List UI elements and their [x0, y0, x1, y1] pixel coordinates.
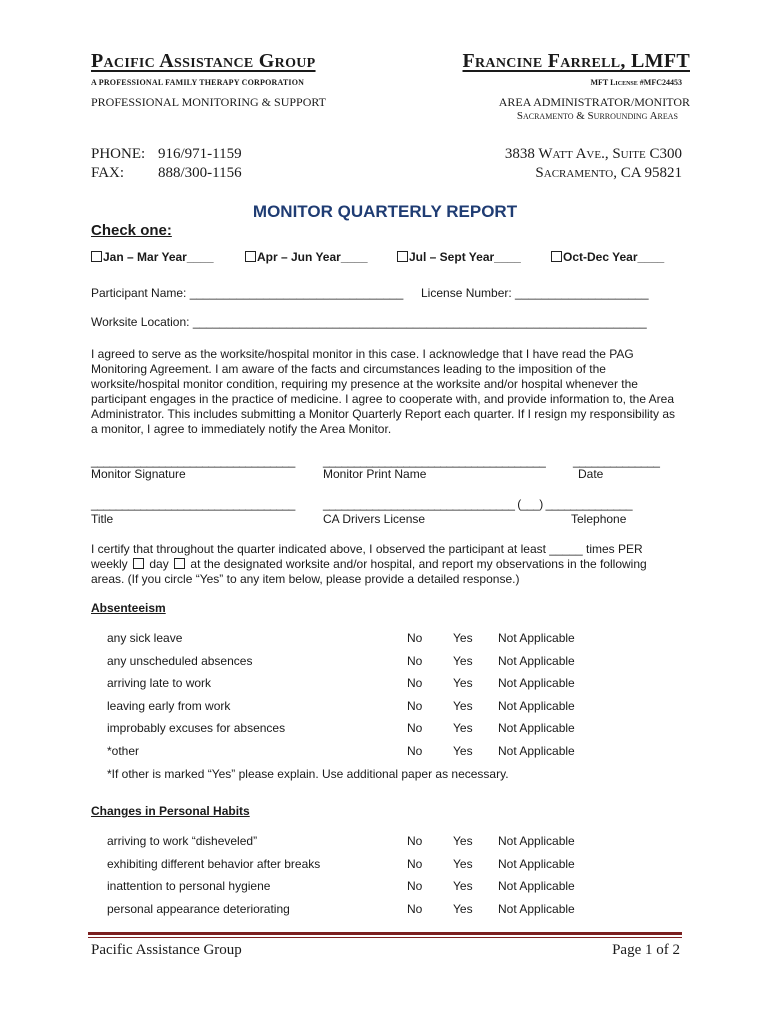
question-label: arriving to work “disheveled” — [107, 834, 258, 848]
check-one-label: Check one: — [91, 222, 172, 239]
option-not-applicable[interactable]: Not Applicable — [498, 834, 575, 848]
address-line2: Sacramento, CA 95821 — [535, 165, 682, 181]
license-number-field[interactable]: License Number: ____________________ — [421, 286, 649, 300]
worksite-location-field[interactable]: Worksite Location: ____________________________________________________________________ — [91, 315, 647, 329]
license-telephone-line[interactable]: _______________________________ (___) ______________ — [323, 497, 633, 511]
org-tagline: A PROFESSIONAL FAMILY THERAPY CORPORATION — [91, 78, 305, 87]
option-not-applicable[interactable]: Not Applicable — [498, 653, 575, 668]
monitor-signature-label: Monitor Signature — [91, 467, 186, 481]
person-name: Francine Farrell, LMFT — [462, 50, 690, 72]
certify-weekly-text: weekly — [91, 557, 128, 571]
option-yes[interactable]: Yes — [453, 744, 473, 758]
footer-page-number: Page 1 of 2 — [612, 942, 680, 958]
checkbox-icon[interactable] — [133, 558, 144, 569]
question-label: exhibiting different behavior after breaks — [107, 856, 321, 871]
date-label: Date — [578, 467, 604, 481]
quarter-option-q3[interactable] — [397, 250, 521, 264]
option-yes[interactable]: Yes — [453, 834, 473, 848]
certify-day-text: day — [149, 557, 169, 571]
quarter-option-q2[interactable] — [245, 250, 368, 264]
title-label: Title — [91, 512, 114, 526]
drivers-license-label: CA Drivers License — [323, 512, 426, 526]
certify-rest-text: at the designated worksite and/or hospital, and report my observations in the following — [190, 557, 647, 571]
date-line[interactable]: ______________ — [573, 454, 660, 468]
option-not-applicable[interactable]: Not Applicable — [498, 901, 575, 916]
option-no[interactable]: No — [407, 653, 423, 668]
option-no[interactable]: No — [407, 856, 423, 871]
question-label: *other — [107, 744, 140, 758]
person-role: AREA ADMINISTRATOR/MONITOR — [498, 95, 690, 109]
option-yes[interactable]: Yes — [453, 879, 473, 894]
org-name: Pacific Assistance Group — [91, 50, 316, 72]
option-yes[interactable]: Yes — [453, 631, 473, 645]
participant-name-field[interactable]: Participant Name: ________________________________ — [91, 286, 404, 300]
option-no[interactable]: No — [407, 744, 423, 758]
certify-line-2 — [91, 557, 647, 571]
question-label: personal appearance deteriorating — [107, 901, 290, 916]
quarter-label: Jan – Mar Year____ — [103, 250, 214, 264]
option-yes[interactable]: Yes — [453, 856, 473, 871]
option-yes[interactable]: Yes — [453, 698, 473, 713]
quarter-option-q1[interactable] — [91, 250, 214, 264]
checkbox-icon[interactable] — [551, 251, 562, 262]
section-title-absenteeism: Absenteeism — [91, 601, 166, 615]
question-label: arriving late to work — [107, 676, 212, 691]
option-yes[interactable]: Yes — [453, 653, 473, 668]
checkbox-icon[interactable] — [397, 251, 408, 262]
quarter-option-q4[interactable] — [551, 250, 664, 264]
address-line1: 3838 Watt Ave., Suite C300 — [504, 146, 682, 162]
phone-value: 916/971-1159 — [158, 146, 242, 162]
question-label: leaving early from work — [107, 698, 231, 713]
quarter-label: Apr – Jun Year____ — [257, 250, 368, 264]
option-no[interactable]: No — [407, 879, 423, 894]
checkbox-icon[interactable] — [245, 251, 256, 262]
option-not-applicable[interactable]: Not Applicable — [498, 676, 575, 691]
agreement-paragraph: I agreed to serve as the worksite/hospital monitor in this case. I acknowledge that I have read the PAG Monitoring Agreement. I am aware of the facts and circumstances leading to the imposition of the worksite/hospital monitor condition, requiring my presence at the worksite and/or hospital whenever the participant engages in the practice of medicine. I agree to cooperate with, and provide information to, the Area Administrator. This includes submitting a Monitor Quarterly Report each quarter. If I resign my responsibility as a monitor, I agree to immediately notify the Area Monitor. — [91, 347, 676, 436]
certify-line-1: I certify that throughout the quarter indicated above, I observed the participant at least _____ times PER — [91, 542, 643, 556]
option-no[interactable]: No — [407, 721, 423, 736]
option-not-applicable[interactable]: Not Applicable — [498, 721, 575, 736]
report-title: MONITOR QUARTERLY REPORT — [252, 202, 518, 221]
footer-org-name: Pacific Assistance Group — [91, 942, 242, 958]
monitor-print-name-line[interactable]: ____________________________________ — [323, 454, 546, 468]
certify-line-3: areas. (If you circle “Yes” to any item below, please provide a detailed response.) — [91, 572, 520, 586]
fax-label: FAX: — [91, 165, 125, 181]
option-not-applicable[interactable]: Not Applicable — [498, 879, 575, 894]
question-label: any sick leave — [107, 631, 183, 645]
option-not-applicable[interactable]: Not Applicable — [498, 698, 575, 713]
question-label: any unscheduled absences — [107, 653, 253, 668]
option-no[interactable]: No — [407, 901, 423, 916]
option-no[interactable]: No — [407, 698, 423, 713]
title-line[interactable]: _________________________________ — [91, 497, 295, 511]
option-not-applicable[interactable]: Not Applicable — [498, 631, 575, 645]
option-no[interactable]: No — [407, 676, 423, 691]
quarter-label: Oct-Dec Year____ — [563, 250, 665, 264]
question-label: improbably excuses for absences — [107, 721, 286, 736]
question-label: inattention to personal hygiene — [107, 879, 271, 894]
footer-rule — [88, 932, 682, 935]
phone-label: PHONE: — [91, 146, 146, 162]
telephone-label: Telephone — [571, 512, 627, 526]
monitor-signature-line[interactable]: _________________________________ — [91, 454, 295, 468]
quarter-label: Jul – Sept Year____ — [409, 250, 521, 264]
option-yes[interactable]: Yes — [453, 676, 473, 691]
other-note: *If other is marked “Yes” please explain. Use additional paper as necessary. — [107, 767, 509, 781]
footer-rule-thin — [88, 937, 682, 938]
fax-value: 888/300-1156 — [158, 165, 242, 181]
license-number-text: MFT License #MFC24453 — [590, 78, 682, 87]
option-not-applicable[interactable]: Not Applicable — [498, 744, 575, 758]
option-yes[interactable]: Yes — [453, 721, 473, 736]
section-title-personal-habits: Changes in Personal Habits — [91, 804, 250, 818]
option-yes[interactable]: Yes — [453, 901, 473, 916]
org-service: PROFESSIONAL MONITORING & SUPPORT — [91, 95, 326, 109]
option-not-applicable[interactable]: Not Applicable — [498, 856, 575, 871]
monitor-print-name-label: Monitor Print Name — [323, 467, 427, 481]
checkbox-icon[interactable] — [174, 558, 185, 569]
option-no[interactable]: No — [407, 834, 423, 848]
checkbox-icon[interactable] — [91, 251, 102, 262]
person-region: Sacramento & Surrounding Areas — [516, 110, 678, 122]
option-no[interactable]: No — [407, 631, 423, 645]
